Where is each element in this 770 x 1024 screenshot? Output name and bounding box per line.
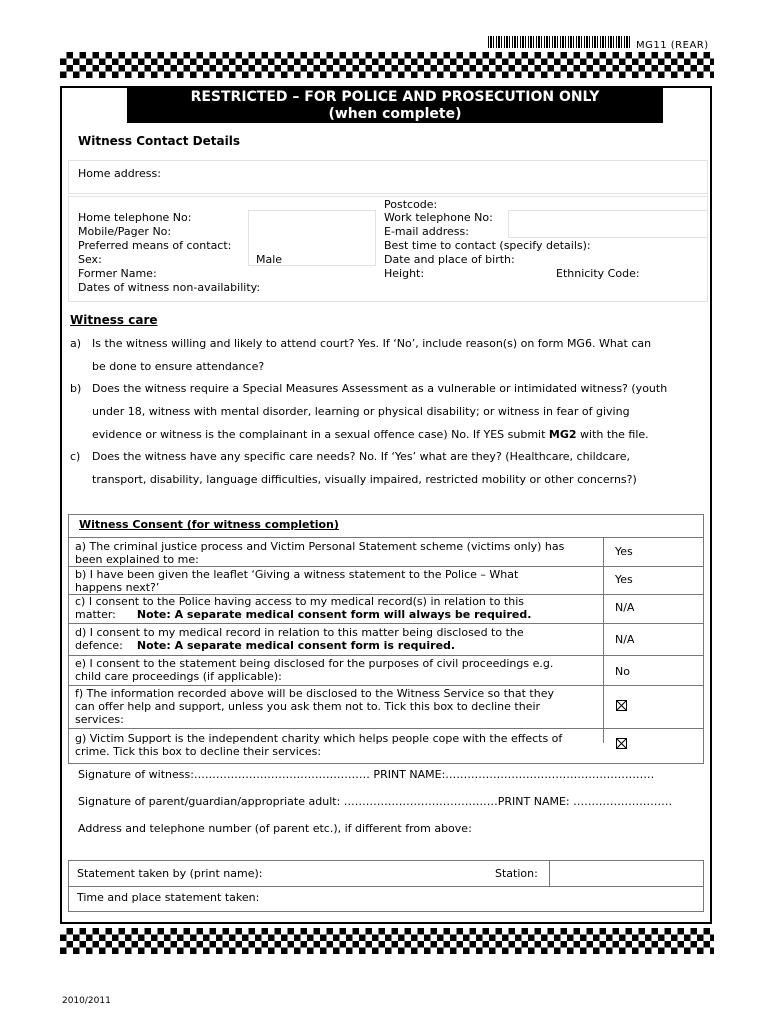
consent-row-f-line-3: services: bbox=[75, 713, 124, 726]
witness-signature-line[interactable]: Signature of witness:………………………………………… PRINT NAME:………………………………………………… bbox=[78, 768, 655, 781]
consent-row-d-note: Note: A separate medical consent form is required. bbox=[136, 639, 456, 652]
station-label: Station: bbox=[495, 867, 538, 880]
care-b-line-3-text: evidence or witness is the complainant in a sexual offence case) No. If YES submit bbox=[92, 428, 549, 441]
row-divider bbox=[69, 685, 703, 686]
statement-taken-box bbox=[68, 860, 704, 912]
preferred-contact-label: Preferred means of contact: bbox=[78, 239, 232, 252]
care-b-line-2: under 18, witness with mental disorder, learning or physical disability; or witness in fear of giving bbox=[92, 405, 630, 418]
consent-row-c-line-1: c) I consent to the Police having access to my medical record(s) in relation to this bbox=[75, 595, 525, 608]
care-c-label: c) bbox=[70, 450, 81, 463]
mobile-pager-label: Mobile/Pager No: bbox=[78, 225, 172, 238]
consent-row-c-matter: matter: bbox=[75, 608, 116, 621]
former-name-label: Former Name: bbox=[78, 267, 157, 280]
time-place-label: Time and place statement taken: bbox=[77, 891, 260, 904]
best-time-label: Best time to contact (specify details): bbox=[384, 239, 591, 252]
consent-row-b-line-2: happens next?’ bbox=[75, 581, 160, 594]
sex-label: Sex: bbox=[78, 253, 102, 266]
banner-line-2: (when complete) bbox=[328, 106, 462, 122]
care-c-line-1: Does the witness have any specific care needs? No. If ‘Yes’ what are they? (Healthcare, childcare, bbox=[92, 450, 630, 463]
form-code: MG11 (REAR) bbox=[636, 40, 709, 51]
consent-row-e-line-2: child care proceedings (if applicable): bbox=[75, 670, 282, 683]
ethnicity-code-label: Ethnicity Code: bbox=[556, 267, 640, 280]
barcode bbox=[488, 36, 630, 48]
height-label: Height: bbox=[384, 267, 425, 280]
consent-row-f-line-2: can offer help and support, unless you ask them not to. Tick this box to decline their bbox=[75, 700, 541, 713]
row-divider bbox=[69, 728, 703, 729]
answer-column-divider bbox=[603, 537, 604, 743]
consent-answer-d: N/A bbox=[615, 633, 635, 646]
care-a-line-1: Is the witness willing and likely to attend court? Yes. If ‘No’, include reason(s) on form MG6. What can bbox=[92, 337, 652, 350]
form-year: 2010/2011 bbox=[62, 996, 111, 1006]
sex-value: Male bbox=[256, 253, 283, 266]
care-a-label: a) bbox=[70, 337, 82, 350]
row-divider bbox=[69, 886, 703, 887]
consent-row-c-line-2 bbox=[75, 608, 531, 621]
consent-row-c-note: Note: A separate medical consent form will always be required. bbox=[136, 608, 532, 621]
email-label: E-mail address: bbox=[384, 225, 469, 238]
consent-row-b-line-1: b) I have been given the leaflet ‘Giving a witness statement to the Police – What bbox=[75, 568, 519, 581]
care-b-line-3-end: with the file. bbox=[576, 428, 649, 441]
care-b-label: b) bbox=[70, 382, 82, 395]
care-b-line-1: Does the witness require a Special Measures Assessment as a vulnerable or intimidated witness? (youth bbox=[92, 382, 668, 395]
care-a-line-2: be done to ensure attendance? bbox=[92, 360, 265, 373]
row-divider bbox=[69, 655, 703, 656]
consent-answer-b: Yes bbox=[615, 573, 633, 586]
decline-victim-support-checkbox[interactable] bbox=[616, 738, 627, 749]
home-address-label: Home address: bbox=[78, 167, 161, 180]
parent-signature-line[interactable]: Signature of parent/guardian/appropriate adult: ……………………………………PRINT NAME: ……………………… bbox=[78, 795, 673, 808]
consent-table bbox=[68, 514, 704, 764]
consent-row-b bbox=[75, 568, 518, 594]
consent-answer-a: Yes bbox=[615, 545, 633, 558]
consent-row-d bbox=[75, 626, 524, 652]
parent-address-label: Address and telephone number (of parent etc.), if different from above: bbox=[78, 822, 472, 835]
row-divider bbox=[69, 623, 703, 624]
row-divider bbox=[69, 537, 703, 538]
checkered-band-top bbox=[60, 52, 714, 78]
statement-taken-by-label: Statement taken by (print name): bbox=[77, 867, 263, 880]
non-availability-label: Dates of witness non-availability: bbox=[78, 281, 261, 294]
consent-title: Witness Consent (for witness completion) bbox=[79, 518, 339, 531]
consent-row-e bbox=[75, 657, 553, 683]
consent-row-g-line-2: crime. Tick this box to decline their services: bbox=[75, 745, 322, 758]
mg2-form-ref: MG2 bbox=[548, 428, 577, 441]
column-divider bbox=[549, 861, 550, 886]
postcode-label: Postcode: bbox=[384, 198, 438, 211]
row-divider bbox=[69, 763, 703, 764]
consent-row-d-line-1: d) I consent to my medical record in relation to this matter being disclosed to the bbox=[75, 626, 524, 639]
banner-line-1: RESTRICTED – FOR POLICE AND PROSECUTION ONLY bbox=[190, 89, 600, 105]
care-section-title: Witness care bbox=[70, 313, 158, 327]
consent-row-a bbox=[75, 540, 564, 566]
restricted-banner bbox=[127, 88, 663, 123]
consent-row-a-line-1: a) The criminal justice process and Victim Personal Statement scheme (victims only) has bbox=[75, 540, 565, 553]
consent-row-f bbox=[75, 687, 554, 726]
work-email-field-box[interactable] bbox=[508, 210, 708, 238]
consent-row-d-line-2 bbox=[75, 639, 524, 652]
consent-row-g bbox=[75, 732, 562, 758]
row-divider bbox=[69, 566, 703, 567]
decline-witness-service-checkbox[interactable] bbox=[616, 700, 627, 711]
care-b-line-3 bbox=[92, 428, 649, 441]
care-c-line-2: transport, disability, language difficulties, visually impaired, restricted mobility or other concerns?) bbox=[92, 473, 637, 486]
home-telephone-label: Home telephone No: bbox=[78, 211, 192, 224]
consent-row-a-line-2: been explained to me: bbox=[75, 553, 199, 566]
consent-row-g-line-1: g) Victim Support is the independent charity which helps people cope with the effects of bbox=[75, 732, 563, 745]
consent-row-c bbox=[75, 595, 531, 621]
work-telephone-label: Work telephone No: bbox=[384, 211, 493, 224]
dob-label: Date and place of birth: bbox=[384, 253, 515, 266]
consent-row-d-defence: defence: bbox=[75, 639, 123, 652]
consent-answer-c: N/A bbox=[615, 601, 635, 614]
consent-row-e-line-1: e) I consent to the statement being disclosed for the purposes of civil proceedings e.g. bbox=[75, 657, 554, 670]
home-address-box[interactable] bbox=[68, 160, 708, 194]
consent-answer-e: No bbox=[615, 665, 630, 678]
contact-section-title: Witness Contact Details bbox=[78, 134, 240, 148]
checkered-band-bottom bbox=[60, 928, 714, 954]
consent-row-f-line-1: f) The information recorded above will be disclosed to the Witness Service so that they bbox=[75, 687, 554, 700]
